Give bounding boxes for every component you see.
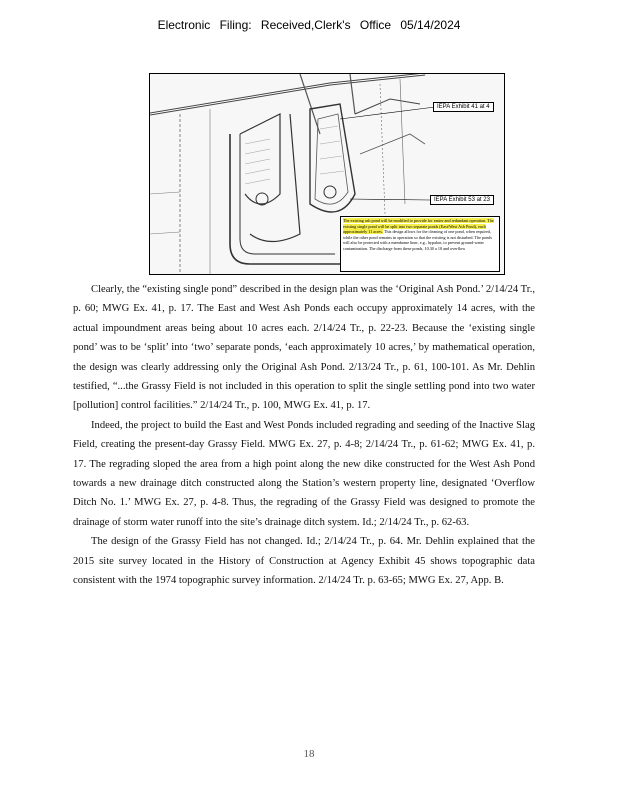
document-body xyxy=(73,280,535,591)
site-plan-figure xyxy=(149,73,505,275)
exhibit-41-label: IEPA Exhibit 41 at 4 xyxy=(433,102,494,112)
paragraph-design-unchanged: The design of the Grassy Field has not changed. Id.; 2/14/24 Tr., p. 64. Mr. Dehlin explained that the 2015 site survey located in the History of Construction at Agency Exhibit 45 shows topographic data consistent with the 1974 topographic survey information. 2/14/24 Tr. p. 63-65; MWG Ex. 27, App. B. xyxy=(73,536,535,587)
page-number: 18 xyxy=(303,748,315,760)
highlighted-note-text: The existing ash pond will be modified to provide for easier and redundant operation. The existing single pond will be split into two separate ponds (East/West Ash Pond), each approximately 11 acres. xyxy=(343,218,494,235)
design-note-excerpt xyxy=(340,216,500,272)
electronic-filing-header: Electronic Filing: Received,Clerk's Office 05/14/2024 xyxy=(157,18,461,32)
paragraph-existing-pond: Clearly, the “existing single pond” described in the design plan was the ‘Original Ash Pond.’ 2/14/24 Tr., p. 60; MWG Ex. 41, p. 17. The East and West Ash Ponds each occupy approximately 14 acres, with the actual impoundment areas being about 10 acres each. 2/14/24 Tr., p. 22-23. Because the ‘existing single pond’ was to be ‘split’ into ‘two’ separate ponds, ‘each approximately 10 acres,’ by mathematical operation, the design was clearly addressing only the Original Ash Pond. 2/13/24 Tr., p. 61, 100-101. As Mr. Dehlin testified, “...the Grassy Field is not included in this operation to split the single settling pond into two water [pollution] control facilities.” 2/14/24 Tr., p. 100, MWG Ex. 41, p. 17. xyxy=(73,284,535,412)
note-text: This design allows for the cleaning of one pond, when required, while the other pond remains in operation so that the existing is not disturbed. The ponds will also be protected with a membrane liner, e.g., hypalon, to prevent ground-water contamination. The discharge from these ponds, 10,30 a 10 and overflow xyxy=(343,229,493,251)
exhibit-53-label: IEPA Exhibit 53 at 23 xyxy=(430,195,494,205)
paragraph-regrading: Indeed, the project to build the East and West Ponds included regrading and seeding of the Inactive Slag Field, creating the present-day Grassy Field. MWG Ex. 27, p. 4-8; 2/14/24 Tr., p. 61-62; MWG Ex. 41, p. 17. The regrading sloped the area from a high point along the new dike constructed for the West Ash Pond towards a new drainage ditch constructed along the Station’s western property line, designated ‘Overflow Ditch No. 1.’ MWG Ex. 27, p. 4-8. Thus, the regrading of the Grassy Field was designed to promote the drainage of storm water runoff into the site’s drainage ditch system. Id.; 2/14/24 Tr., p. 62-63. xyxy=(73,419,535,528)
